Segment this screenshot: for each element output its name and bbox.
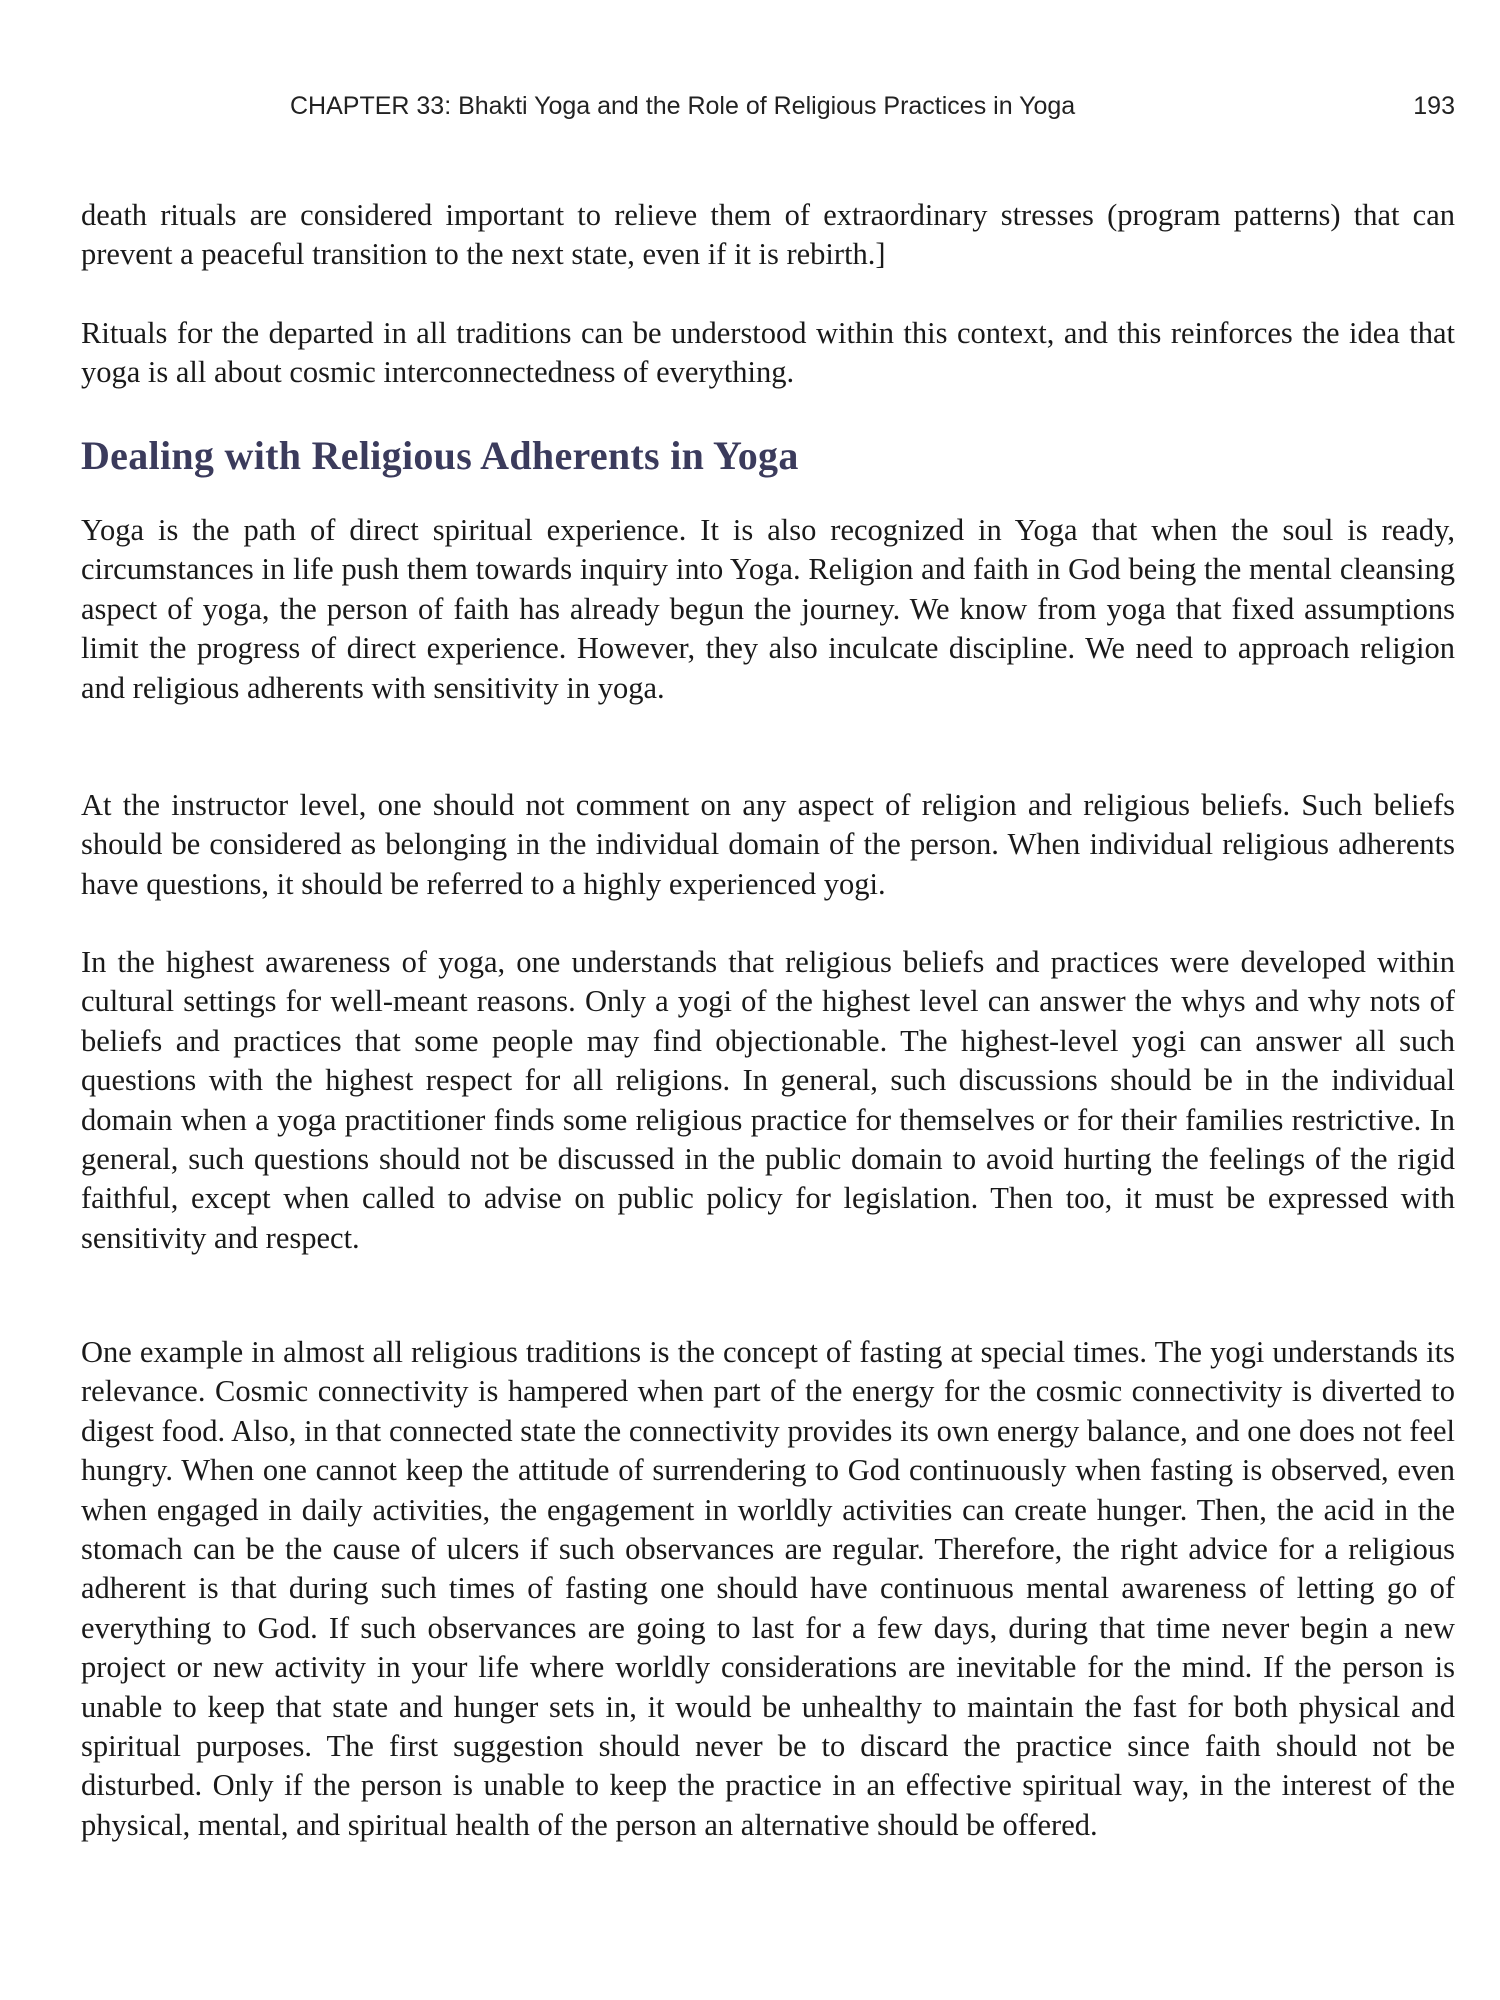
paragraph: Yoga is the path of direct spiritual experience. It is also recognized in Yoga that when the soul is ready, circumstances in life push them towards inquiry into Yoga. Religion and faith in God being the mental cleansing aspect of yoga, the person of faith has already begun the journey. We know from yoga that fixed assumptions limit the progress of direct experience. However, they also inculcate discipline. We need to approach religion and religious adherents with sensitivity in yoga. (81, 513, 1455, 705)
page-number: 193 (1413, 92, 1455, 120)
running-header: CHAPTER 33: Bhakti Yoga and the Role of Religious Practices in Yoga (290, 92, 1076, 120)
paragraph: One example in almost all religious traditions is the concept of fasting at special times. The yogi understands its relevance. Cosmic connectivity is hampered when part of the energy for the cosmic connectivity is diverted to digest food. Also, in that connected state the connectivity provides its own energy balance, and one does not feel hungry. When one cannot keep the attitude of surrendering to God continuously when fasting is observed, even when engaged in daily activities, the engagement in worldly activities can create hunger. Then, the acid in the stomach can be the cause of ulcers if such observances are regular. Therefore, the right advice for a religious adherent is that during such times of fasting one should have continuous mental awareness of letting go of everything to God. If such observances are going to last for a few days, during that time never begin a new project or new activity in your life where worldly considerations are inevitable for the mind. If the person is unable to keep that state and hunger sets in, it would be unhealthy to maintain the fast for both physical and spiritual purposes. The first suggestion should never be to discard the practice since faith should not be disturbed. Only if the person is unable to keep the practice in an effective spiritual way, in the interest of the physical, mental, and spiritual health of the person an alternative should be offered. (81, 1335, 1455, 1842)
paragraph: In the highest awareness of yoga, one understands that religious beliefs and practices were developed within cultural settings for well-meant reasons. Only a yogi of the highest level can answer the whys and why nots of beliefs and practices that some people may find objectionable. The highest-level yogi can answer all such questions with the highest respect for all religions. In general, such discussions should be in the individual domain when a yoga practitioner finds some religious practice for themselves or for their families restrictive. In general, such questions should not be discussed in the public domain to avoid hurting the feelings of the rigid faithful, except when called to advise on public policy for legislation. Then too, it must be expressed with sensitivity and respect. (81, 945, 1455, 1255)
paragraph: At the instructor level, one should not comment on any aspect of religion and religious beliefs. Such beliefs should be considered as belonging in the individual domain of the person. When individual religious adherents have questions, it should be referred to a highly experienced yogi. (81, 788, 1455, 901)
paragraph: death rituals are considered important to relieve them of extraordinary stresses (program patterns) that can prevent a peaceful transition to the next state, even if it is rebirth.] (81, 198, 1455, 272)
paragraph: Rituals for the departed in all traditions can be understood within this context, and this reinforces the idea that yoga is all about cosmic interconnectedness of everything. (81, 316, 1455, 390)
section-heading: Dealing with Religious Adherents in Yoga (81, 433, 799, 478)
